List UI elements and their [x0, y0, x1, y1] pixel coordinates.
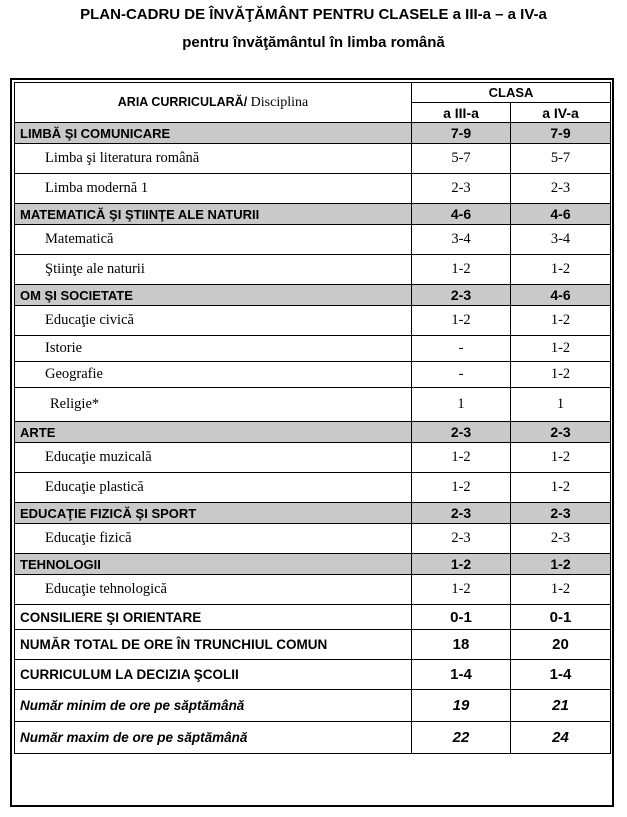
table-row-discipline — [15, 362, 611, 388]
hours-grade-3: 1-2 — [412, 443, 511, 473]
summary-name: NUMĂR TOTAL DE ORE ÎN TRUNCHIUL COMUN — [15, 630, 412, 660]
hours-grade-4: 1-2 — [511, 255, 611, 285]
hours-grade-3: 0-1 — [412, 605, 511, 630]
hours-grade-4: 1 — [511, 388, 611, 422]
hours-grade-4: 7-9 — [511, 123, 611, 144]
discipline-name: Religie* — [15, 388, 412, 422]
discipline-name: Educaţie muzicală — [15, 443, 412, 473]
hours-grade-3: - — [412, 336, 511, 362]
discipline-name: Educaţie fizică — [15, 524, 412, 554]
area-name: MATEMATICĂ ŞI ŞTIINŢE ALE NATURII — [15, 204, 412, 225]
header-discipline-label: Disciplina — [247, 94, 309, 110]
hours-grade-4: 1-2 — [511, 575, 611, 605]
hours-grade-3: 1 — [412, 388, 511, 422]
hours-grade-3: 4-6 — [412, 204, 511, 225]
header-class: CLASA — [412, 83, 611, 103]
area-name: EDUCAŢIE FIZICĂ ŞI SPORT — [15, 503, 412, 524]
area-name: TEHNOLOGII — [15, 554, 412, 575]
hours-grade-4: 2-3 — [511, 524, 611, 554]
hours-grade-4: 2-3 — [511, 503, 611, 524]
header-area-label: ARIA CURRICULARĂ/ — [117, 94, 248, 109]
hours-grade-4: 1-2 — [511, 554, 611, 575]
discipline-name: Istorie — [15, 336, 412, 362]
summary-name: Număr maxim de ore pe săptămână — [15, 722, 412, 754]
discipline-name: Educaţie plastică — [15, 473, 412, 503]
area-name: OM ŞI SOCIETATE — [15, 285, 412, 306]
table-row-area — [15, 123, 611, 144]
discipline-name: Geografie — [15, 362, 412, 388]
summary-name: CURRICULUM LA DECIZIA ŞCOLII — [15, 660, 412, 690]
header-grade-4: a IV-a — [511, 103, 611, 123]
table-row-summary — [15, 605, 611, 630]
hours-grade-4: 1-2 — [511, 362, 611, 388]
table-row-discipline — [15, 524, 611, 554]
discipline-name: Educaţie tehnologică — [15, 575, 412, 605]
hours-grade-4: 1-2 — [511, 443, 611, 473]
hours-grade-3: 3-4 — [412, 225, 511, 255]
hours-grade-3: 18 — [412, 630, 511, 660]
table-row-summary — [15, 690, 611, 722]
hours-grade-3: 7-9 — [412, 123, 511, 144]
table-row-summary — [15, 630, 611, 660]
hours-grade-4: 24 — [511, 722, 611, 754]
hours-grade-4: 4-6 — [511, 285, 611, 306]
table-row-summary — [15, 660, 611, 690]
discipline-name: Limba modernă 1 — [15, 174, 412, 204]
hours-grade-4: 1-2 — [511, 306, 611, 336]
hours-grade-3: 2-3 — [412, 503, 511, 524]
header-area-discipline — [15, 83, 412, 123]
hours-grade-4: 4-6 — [511, 204, 611, 225]
hours-grade-3: 1-2 — [412, 575, 511, 605]
discipline-name: Matematică — [15, 225, 412, 255]
table-row-discipline — [15, 306, 611, 336]
hours-grade-4: 1-2 — [511, 473, 611, 503]
discipline-name: Educaţie civică — [15, 306, 412, 336]
discipline-name: Ştiinţe ale naturii — [15, 255, 412, 285]
hours-grade-4: 5-7 — [511, 144, 611, 174]
table-row-area — [15, 422, 611, 443]
summary-name: Număr minim de ore pe săptămână — [15, 690, 412, 722]
hours-grade-3: 2-3 — [412, 285, 511, 306]
hours-grade-3: 1-2 — [412, 554, 511, 575]
table-row-discipline — [15, 443, 611, 473]
table-row-area — [15, 285, 611, 306]
curriculum-table — [14, 82, 611, 754]
hours-grade-3: 19 — [412, 690, 511, 722]
hours-grade-3: 2-3 — [412, 174, 511, 204]
area-name: ARTE — [15, 422, 412, 443]
table-row-discipline — [15, 255, 611, 285]
table-row-discipline — [15, 144, 611, 174]
hours-grade-3: 1-2 — [412, 306, 511, 336]
hours-grade-4: 20 — [511, 630, 611, 660]
table-row-discipline — [15, 225, 611, 255]
hours-grade-3: 2-3 — [412, 422, 511, 443]
hours-grade-3: 22 — [412, 722, 511, 754]
hours-grade-3: 2-3 — [412, 524, 511, 554]
header-grade-3: a III-a — [412, 103, 511, 123]
hours-grade-4: 1-2 — [511, 336, 611, 362]
table-row-summary — [15, 722, 611, 754]
hours-grade-3: 1-2 — [412, 255, 511, 285]
hours-grade-3: - — [412, 362, 511, 388]
area-name: LIMBĂ ŞI COMUNICARE — [15, 123, 412, 144]
hours-grade-4: 2-3 — [511, 422, 611, 443]
document-subtitle: pentru învăţământul în limba română — [182, 34, 445, 51]
table-row-discipline — [15, 575, 611, 605]
document-title: PLAN-CADRU DE ÎNVĂŢĂMÂNT PENTRU CLASELE a III-a – a IV-a — [80, 6, 547, 23]
summary-name: CONSILIERE ŞI ORIENTARE — [15, 605, 412, 630]
hours-grade-4: 3-4 — [511, 225, 611, 255]
discipline-name: Limba şi literatura română — [15, 144, 412, 174]
table-row-discipline — [15, 336, 611, 362]
table-row-discipline — [15, 473, 611, 503]
table-row-discipline — [15, 174, 611, 204]
table-row-area — [15, 554, 611, 575]
table-row-discipline — [15, 388, 611, 422]
hours-grade-3: 1-2 — [412, 473, 511, 503]
hours-grade-4: 21 — [511, 690, 611, 722]
table-row-area — [15, 204, 611, 225]
table-row-area — [15, 503, 611, 524]
hours-grade-4: 1-4 — [511, 660, 611, 690]
hours-grade-3: 1-4 — [412, 660, 511, 690]
hours-grade-4: 0-1 — [511, 605, 611, 630]
hours-grade-4: 2-3 — [511, 174, 611, 204]
hours-grade-3: 5-7 — [412, 144, 511, 174]
